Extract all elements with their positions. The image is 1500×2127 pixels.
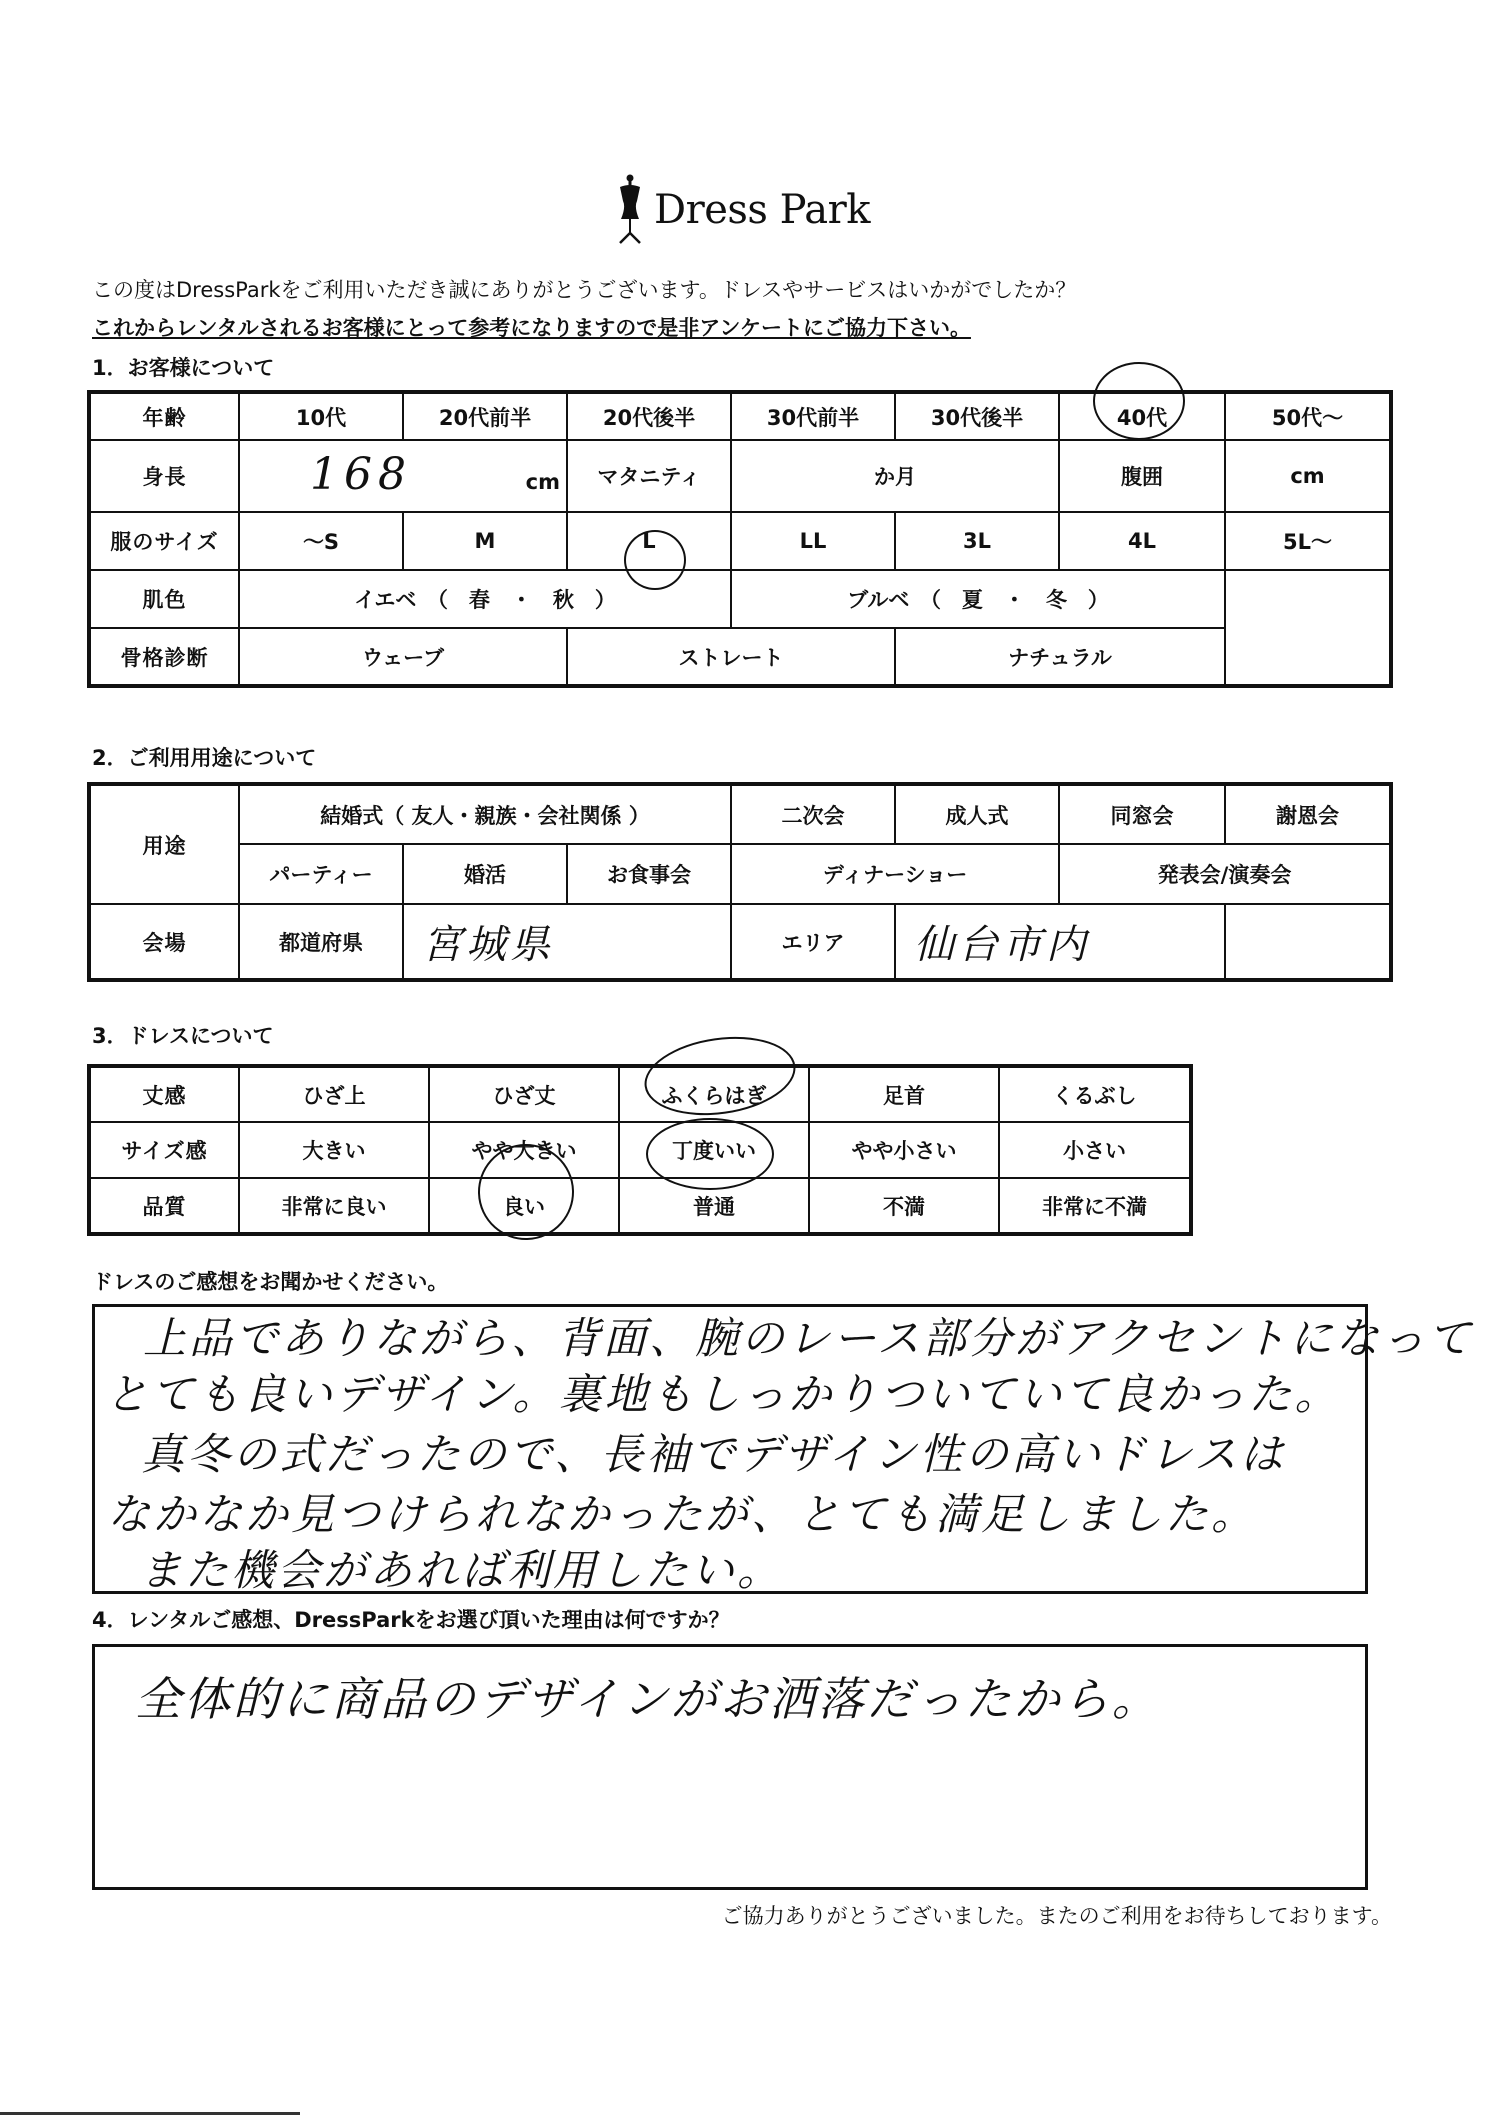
age-option[interactable]: 50代～ bbox=[1225, 392, 1391, 440]
area-label: エリア bbox=[731, 904, 895, 980]
quality-option[interactable]: 非常に不満 bbox=[999, 1178, 1191, 1234]
frame-row bbox=[89, 628, 1391, 686]
height-unit: cm bbox=[525, 470, 560, 494]
usage-label: 用途 bbox=[89, 784, 239, 904]
size-option-selected[interactable]: L bbox=[567, 512, 731, 570]
quality-option-selected[interactable]: 良い bbox=[429, 1178, 619, 1234]
skin-blue-option[interactable]: ブルベ （ 夏 ・ 冬 ） bbox=[731, 570, 1225, 628]
area-value: 仙台市内 bbox=[914, 922, 1091, 968]
age-option[interactable]: 20代後半 bbox=[567, 392, 731, 440]
section1-title: 1．お客様について bbox=[92, 356, 275, 380]
section2-title: 2．ご利用用途について bbox=[92, 746, 317, 770]
fit-option[interactable]: やや大きい bbox=[429, 1122, 619, 1178]
frame-option[interactable]: ウェーブ bbox=[239, 628, 567, 686]
usage-table bbox=[87, 782, 1393, 982]
comment-line: とても良いデザイン。裏地もしっかりついていて良かった。 bbox=[105, 1370, 1341, 1420]
age-label: 年齢 bbox=[89, 392, 239, 440]
dress-comment-box[interactable] bbox=[92, 1304, 1474, 1596]
logo-wordmark: Dress Park bbox=[654, 187, 870, 233]
skin-yellow-option[interactable]: イエベ （ 春 ・ 秋 ） bbox=[239, 570, 731, 628]
size-option[interactable]: 5L～ bbox=[1225, 512, 1391, 570]
prefecture-field[interactable] bbox=[403, 904, 731, 980]
age-option[interactable]: 30代後半 bbox=[895, 392, 1059, 440]
quality-label: 品質 bbox=[89, 1178, 239, 1234]
prefecture-value: 宮城県 bbox=[422, 922, 554, 968]
quality-option[interactable]: 不満 bbox=[809, 1178, 999, 1234]
quality-row bbox=[89, 1178, 1191, 1234]
intro-text: この度はDressParkをご利用いただき誠にありがとうございます。ドレスやサービスはいかがでしたか？ bbox=[92, 278, 1077, 302]
usage-option[interactable]: ディナーショー bbox=[731, 844, 1059, 904]
waist-field[interactable] bbox=[1225, 440, 1391, 512]
venue-row bbox=[89, 904, 1391, 980]
usage-option[interactable]: 婚活 bbox=[403, 844, 567, 904]
dresspark-logo bbox=[612, 170, 870, 250]
height-value: 168 bbox=[310, 449, 412, 500]
section3-title: 3．ドレスについて bbox=[92, 1024, 274, 1048]
intro-request: これからレンタルされるお客様にとって参考になりますので是非アンケートにご協力下さい。 bbox=[92, 316, 971, 340]
fit-option[interactable]: 小さい bbox=[999, 1122, 1191, 1178]
fit-option-selected[interactable]: 丁度いい bbox=[619, 1122, 809, 1178]
dress-table bbox=[87, 1064, 1193, 1236]
customer-table bbox=[87, 390, 1393, 688]
dress-comment-prompt: ドレスのご感想をお聞かせください。 bbox=[92, 1270, 449, 1294]
length-option[interactable]: ひざ上 bbox=[239, 1066, 429, 1122]
age-option-selected[interactable]: 40代 bbox=[1059, 392, 1225, 440]
height-field[interactable] bbox=[239, 440, 567, 512]
comment-line: また機会があれば利用したい。 bbox=[139, 1546, 783, 1596]
skin-row bbox=[89, 570, 1391, 628]
usage-row-2 bbox=[89, 844, 1391, 904]
length-option[interactable]: ひざ丈 bbox=[429, 1066, 619, 1122]
reason-answer: 全体的に商品のデザインがお洒落だったから。 bbox=[135, 1672, 1161, 1726]
size-option[interactable]: 3L bbox=[895, 512, 1059, 570]
age-option[interactable]: 20代前半 bbox=[403, 392, 567, 440]
quality-option[interactable]: 非常に良い bbox=[239, 1178, 429, 1234]
frame-label: 骨格診断 bbox=[89, 628, 239, 686]
waist-label: 腹囲 bbox=[1059, 440, 1225, 512]
fit-row bbox=[89, 1122, 1191, 1178]
length-row bbox=[89, 1066, 1191, 1122]
usage-option[interactable]: 二次会 bbox=[731, 784, 895, 844]
usage-option[interactable]: 発表会/演奏会 bbox=[1059, 844, 1391, 904]
frame-option[interactable]: ナチュラル bbox=[895, 628, 1225, 686]
usage-option[interactable]: 成人式 bbox=[895, 784, 1059, 844]
skin-label: 肌色 bbox=[89, 570, 239, 628]
age-row bbox=[89, 392, 1391, 440]
height-label: 身長 bbox=[89, 440, 239, 512]
usage-option[interactable]: お食事会 bbox=[567, 844, 731, 904]
age-option[interactable]: 30代前半 bbox=[731, 392, 895, 440]
size-row bbox=[89, 512, 1391, 570]
length-option[interactable]: 足首 bbox=[809, 1066, 999, 1122]
length-option-selected[interactable]: ふくらはぎ bbox=[619, 1066, 809, 1122]
size-option[interactable]: ～S bbox=[239, 512, 403, 570]
prefecture-label: 都道府県 bbox=[239, 904, 403, 980]
usage-option[interactable]: 謝恩会 bbox=[1225, 784, 1391, 844]
length-label: 丈感 bbox=[89, 1066, 239, 1122]
thanks-footer: ご協力ありがとうございました。またのご利用をお待ちしております。 bbox=[721, 1904, 1392, 1928]
comment-line: なかなか見つけられなかったが、とても満足しました。 bbox=[107, 1490, 1257, 1540]
frame-option[interactable]: ストレート bbox=[567, 628, 895, 686]
age-option[interactable]: 10代 bbox=[239, 392, 403, 440]
usage-option[interactable]: パーティー bbox=[239, 844, 403, 904]
scan-artifact bbox=[0, 2112, 300, 2115]
dress-form-icon bbox=[612, 173, 648, 247]
usage-option-wedding[interactable]: 結婚式（ 友人・親族・会社関係 ） bbox=[239, 784, 731, 844]
venue-label: 会場 bbox=[89, 904, 239, 980]
usage-row-1 bbox=[89, 784, 1391, 844]
maternity-months-field[interactable] bbox=[731, 440, 1059, 512]
length-option[interactable]: くるぶし bbox=[999, 1066, 1191, 1122]
area-field[interactable] bbox=[895, 904, 1225, 980]
months-label: か月 bbox=[874, 465, 916, 489]
maternity-label: マタニティ bbox=[567, 440, 731, 512]
fit-option[interactable]: 大きい bbox=[239, 1122, 429, 1178]
waist-unit: cm bbox=[1290, 464, 1325, 488]
size-option[interactable]: 4L bbox=[1059, 512, 1225, 570]
section4-title: 4．レンタルご感想、DressParkをお選び頂いた理由は何ですか？ bbox=[92, 1608, 730, 1632]
size-option[interactable]: M bbox=[403, 512, 567, 570]
height-row bbox=[89, 440, 1391, 512]
comment-line: 真冬の式だったので、長袖でデザイン性の高いドレスは bbox=[141, 1430, 1286, 1480]
size-label: 服のサイズ bbox=[89, 512, 239, 570]
usage-option[interactable]: 同窓会 bbox=[1059, 784, 1225, 844]
comment-line: 上品でありながら、背面、腕のレース部分がアクセントになって bbox=[143, 1314, 1474, 1364]
fit-option[interactable]: やや小さい bbox=[809, 1122, 999, 1178]
reason-box[interactable] bbox=[92, 1644, 1368, 1890]
fit-label: サイズ感 bbox=[89, 1122, 239, 1178]
size-option[interactable]: LL bbox=[731, 512, 895, 570]
quality-option[interactable]: 普通 bbox=[619, 1178, 809, 1234]
